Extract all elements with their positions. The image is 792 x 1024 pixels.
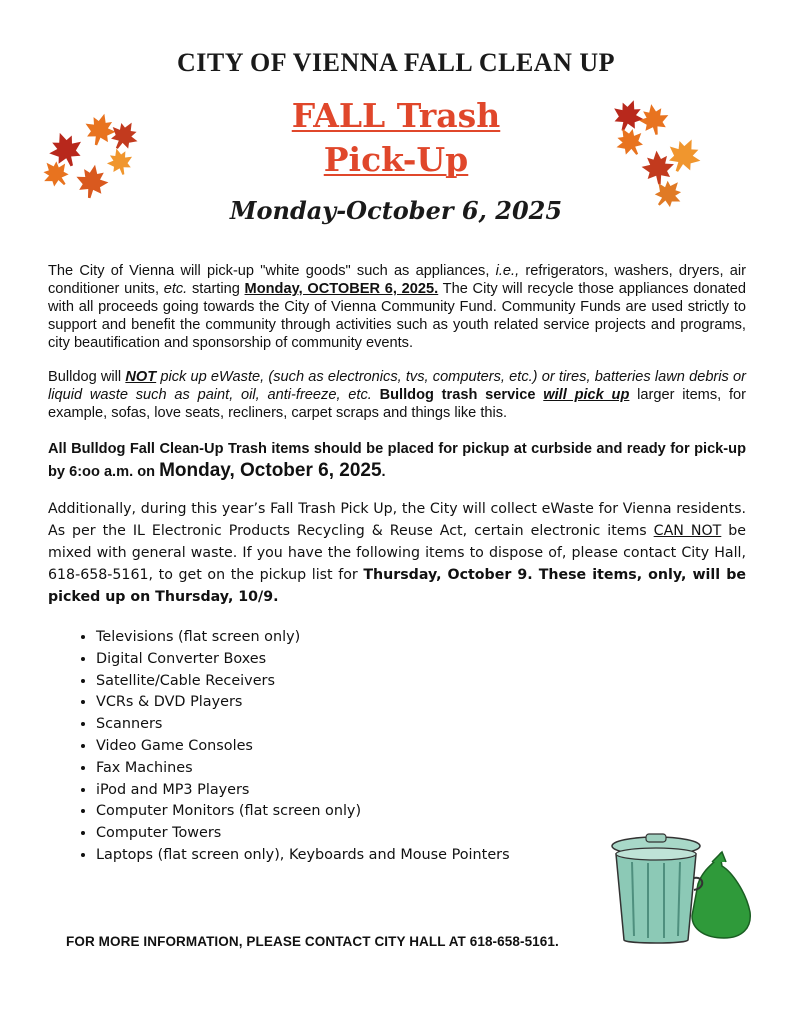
list-item: • Fax Machines	[96, 758, 510, 780]
title-line-2: Pick-Up	[323, 140, 469, 179]
contact-footer: FOR MORE INFORMATION, PLEASE CONTACT CITY HALL AT 618-658-5161.	[66, 934, 559, 949]
list-item: • Computer Monitors (flat screen only)	[96, 801, 510, 823]
list-item: • Satellite/Cable Receivers	[96, 671, 510, 693]
list-item: • Laptops (flat screen only), Keyboards and Mouse Pointers	[96, 845, 510, 867]
list-item: • Computer Towers	[96, 823, 510, 845]
ewaste-items-list	[60, 627, 510, 867]
curbside-paragraph: All Bulldog Fall Clean-Up Trash items should be placed for pickup at curbside and ready for pick-up by 6:oo a.m. on Monday, October 6, 2025.	[48, 441, 746, 481]
list-item: • iPod and MP3 Players	[96, 780, 510, 802]
list-item: • VCRs & DVD Players	[96, 692, 510, 714]
list-item: • Televisions (flat screen only)	[96, 627, 510, 649]
white-goods-paragraph: The City of Vienna will pick-up "white goods" such as appliances, i.e., refrigerators, washers, dryers, air conditioner units, etc. starting Monday, OCTOBER 6, 2025. The City will recycle those appliances donated with all proceeds going towards the City of Vienna Community Fund. Community Funds are used strictly to support and benefit the community through activities such as youth related service projects and programs, city beautification and sponsorship of community events.	[48, 263, 746, 351]
trash-can-icon	[606, 832, 756, 947]
bulldog-paragraph: Bulldog will NOT pick up eWaste, (such as electronics, tvs, computers, etc.) or tires, batteries lawn debris or liquid waste such as paint, oil, anti-freeze, etc. Bulldog trash service will pick up larger items, for example, sofas, love seats, recliners, carpet scraps and things like this.	[48, 369, 747, 421]
list-item: • Scanners	[96, 714, 510, 736]
title-line-1: FALL Trash	[291, 96, 501, 135]
list-item: • Digital Converter Boxes	[96, 649, 510, 671]
ewaste-paragraph: Additionally, during this year’s Fall Trash Pick Up, the City will collect eWaste for Vienna residents. As per the IL Electronic Products Recycling & Reuse Act, certain electronic items CAN NOT be mixed with general waste. If you have the following items to dispose of, please contact City Hall, 618-658-5161, to get on the pickup list for Thursday, October 9. These items, only, will be picked up on Thursday, 10/9.	[48, 501, 746, 605]
list-item: • Video Game Consoles	[96, 736, 510, 758]
event-date: Monday-October 6, 2025	[229, 196, 563, 225]
flyer-header: CITY OF VIENNA FALL CLEAN UP	[177, 48, 615, 77]
garbage-bag-icon	[692, 852, 750, 938]
